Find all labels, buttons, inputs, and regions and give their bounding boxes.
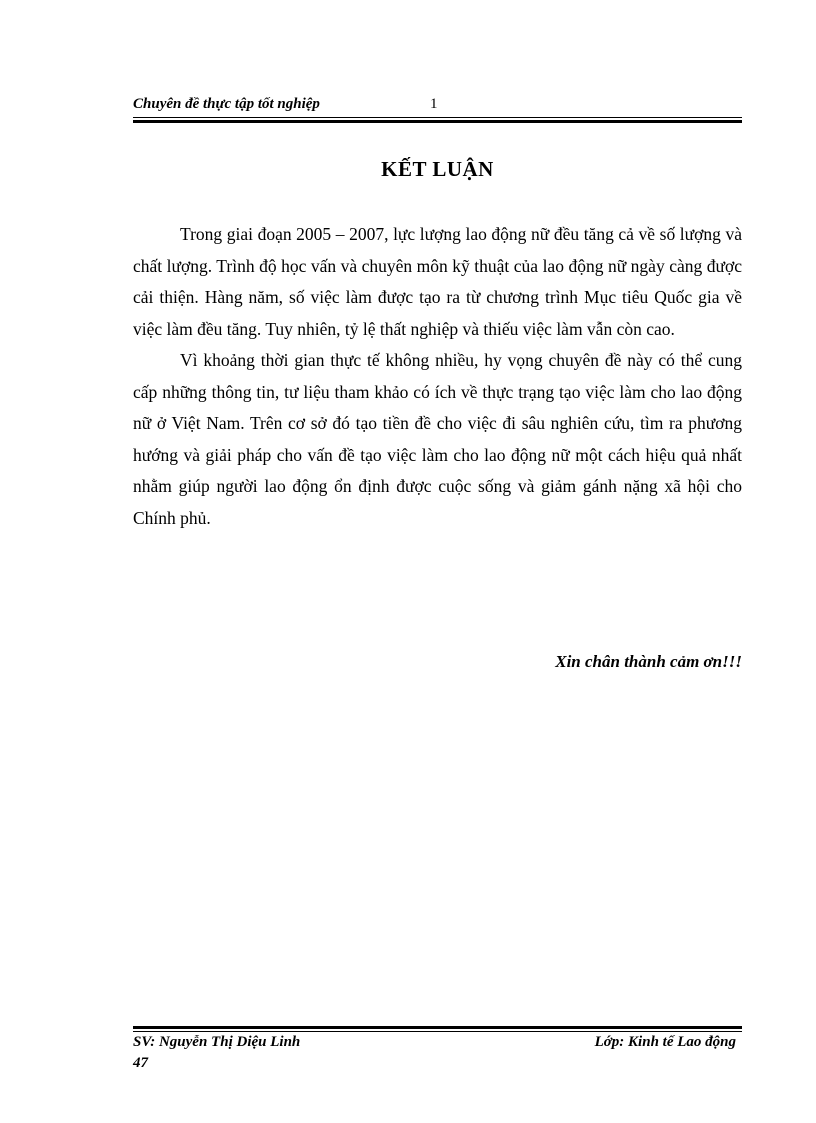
footer-rule-top: [133, 1026, 742, 1029]
footer-class-name: Lớp: Kinh tế Lao động: [594, 1034, 736, 1050]
header-page-number: 1: [430, 96, 438, 112]
header-rule-top: [133, 117, 742, 118]
document-body: [133, 219, 742, 534]
header-title: Chuyên đề thực tập tốt nghiệp: [133, 96, 320, 112]
footer-page-number: 47: [133, 1055, 148, 1071]
page-header: [133, 96, 742, 118]
paragraph-1: Trong giai đoạn 2005 – 2007, lực lượng lao động nữ đều tăng cả về số lượng và chất lượng. Trình độ học vấn và chuyên môn kỹ thuật của lao động nữ ngày càng được cải thiện. Hàng năm, số việc làm được tạo ra từ chương trình Mục tiêu Quốc gia về việc làm đều tăng. Tuy nhiên, tỷ lệ thất nghiệp và thiếu việc làm vẫn còn cao.: [133, 224, 742, 339]
closing-thanks: Xin chân thành cảm ơn!!!: [555, 652, 742, 671]
footer-student-name: SV: Nguyễn Thị Diệu Linh: [133, 1034, 301, 1050]
header-rule-bottom: [133, 120, 742, 123]
page-title: KẾT LUẬN: [381, 157, 494, 181]
paragraph-2: Vì khoảng thời gian thực tế không nhiều, hy vọng chuyên đề này có thể cung cấp những thông tin, tư liệu tham khảo có ích về thực trạng tạo việc làm cho lao động nữ ở Việt Nam. Trên cơ sở đó tạo tiền đề cho việc đi sâu nghiên cứu, tìm ra phương hướng và giải pháp cho vấn đề tạo việc làm cho lao động nữ một cách hiệu quả nhất nhằm giúp người lao động ổn định được cuộc sống và giảm gánh nặng xã hội cho Chính phủ.: [133, 350, 742, 528]
footer-rule-bottom: [133, 1031, 742, 1032]
